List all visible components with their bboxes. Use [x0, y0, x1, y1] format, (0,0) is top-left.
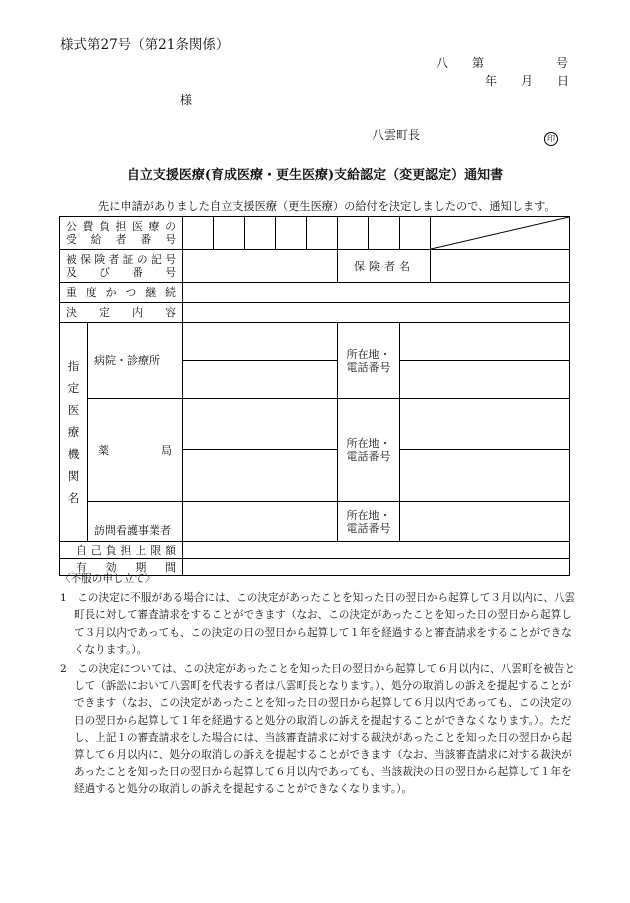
issuer-name: 八雲町長 — [372, 128, 421, 142]
pharmacy-address-cell — [400, 399, 570, 502]
insurer-label: 保険者名 — [338, 250, 431, 283]
insurance-card-label: 被保険者証の記号 及び番号 — [60, 250, 183, 283]
digit-cell — [183, 217, 214, 250]
diagonal-cell — [431, 217, 570, 250]
copay-label: 自己負担上限額 — [60, 542, 183, 559]
pharmacy-name-cell — [183, 399, 338, 502]
digit-cell — [307, 217, 338, 250]
decision-value — [183, 303, 570, 323]
hospital-address-cell — [400, 323, 570, 399]
severe-continuous-value — [183, 283, 570, 303]
objection-notes — [60, 571, 576, 799]
pharmacy-row — [60, 399, 570, 502]
insurer-value — [431, 250, 570, 283]
severe-continuous-label: 重度かつ継続 — [60, 283, 183, 303]
pharmacy-address-label: 所在地・ 電話番号 — [338, 399, 400, 502]
copay-row — [60, 542, 570, 559]
hospital-address-label: 所在地・ 電話番号 — [338, 323, 400, 399]
document-number-suffix: 号 — [556, 56, 569, 70]
decision-row — [60, 303, 570, 323]
digit-cell — [245, 217, 276, 250]
copay-value — [183, 542, 570, 559]
designated-institution-label: 指定医療機関名 — [60, 323, 88, 542]
intro-text: 先に申請がありました自立支援医療（更生医療）の給付を決定しましたので、通知します。 — [98, 200, 556, 213]
validity-label: 有効期間 — [60, 559, 183, 576]
note-item-1: 1 この決定に不服がある場合には、この決定があったことを知った日の翌日から起算して３月以内に、八雲町長に対して審査請求をすることができます（なお、この決定があったことを知った日の翌日から起算して３月以内であっても、この決定の日の翌日から起算して１年を経過すると審査請求をすることができなくなります。）。 — [60, 592, 576, 656]
hospital-row — [60, 323, 570, 399]
pharmacy-label: 薬 局 — [88, 399, 183, 502]
form-number: 様式第27号（第21条関係） — [60, 37, 230, 53]
insurance-card-value — [183, 250, 338, 283]
seal-mark: 印 — [544, 126, 558, 146]
notes-heading: 〈不服の申し立て〉 — [60, 573, 156, 585]
hospital-label: 病院・診療所 — [88, 323, 183, 399]
recipient-number-label: 公費負担医療の 受給者番号 — [60, 217, 183, 250]
digit-cell — [276, 217, 307, 250]
severe-continuous-row — [60, 283, 570, 303]
nursing-name-cell — [183, 502, 338, 542]
page-title: 自立支援医療(育成医療・更生医療)支給認定（変更認定）通知書 — [126, 168, 504, 183]
digit-cell — [400, 217, 431, 250]
insurance-card-row — [60, 250, 570, 283]
digit-cell — [214, 217, 245, 250]
nursing-row — [60, 502, 570, 542]
document-number-prefix: 八 第 — [436, 56, 485, 70]
nursing-label: 訪問看護事業者 — [88, 502, 183, 542]
certificate-table — [59, 216, 570, 576]
nursing-address-cell — [400, 502, 570, 542]
note-item-2: 2 この決定については、この決定があったことを知った日の翌日から起算して６月以内に、八雲町を被告として（訴訟において八雲町を代表する者は八雲町長となります。）、処分の取消しの訴えを提起することができます（なお、この決定があったことを知った日の翌日から起算して６月以内であっても、この決定の日の翌日から起算して１年を経過すると処分の取消しの訴えを提起することができなくなります。）。ただし、上記１の審査請求をした場合には、当該審査請求に対する裁決があったことを知った日の翌日から起算して６月以内に、処分の取消しの訴えを提起することができます（なお、当該審査請求に対する裁決があったことを知った日の翌日から起算して６月以内であっても、当該裁決の日の翌日から起算して１年を経過すると処分の取消しの訴えを提起することができなくなります。）。 — [60, 663, 575, 796]
addressee-suffix: 様 — [180, 93, 193, 107]
digit-cell — [369, 217, 400, 250]
digit-cell — [338, 217, 369, 250]
issue-date: 年 月 日 — [485, 74, 570, 88]
nursing-address-label: 所在地・ 電話番号 — [338, 502, 400, 542]
decision-label: 決定内容 — [60, 303, 183, 323]
recipient-number-row — [60, 217, 570, 250]
hospital-name-cell — [183, 323, 338, 399]
